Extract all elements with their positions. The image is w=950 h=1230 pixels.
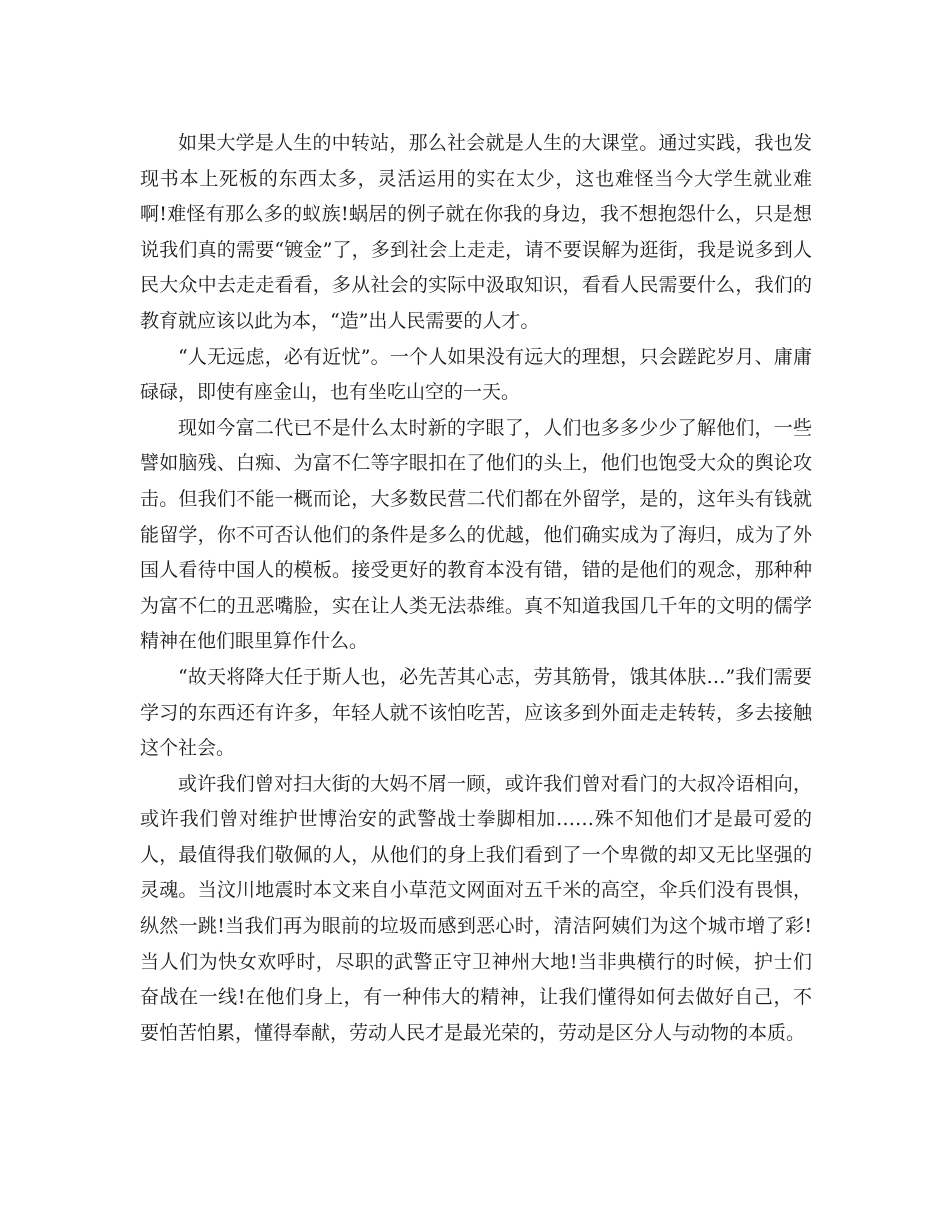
paragraph: “人无远虑，必有近忧”。一个人如果没有远大的理想，只会蹉跎岁月、庸庸碌碌，即使有座金山，也有坐吃山空的一天。 <box>140 345 812 404</box>
paragraph: 现如今富二代已不是什么太时新的字眼了，人们也多多少少了解他们，一些譬如脑残、白痴、为富不仁等字眼扣在了他们的头上，他们也饱受大众的舆论攻击。但我们不能一概而论，大多数民营二代们都在外留学，是的，这年头有钱就能留学，你不可否认他们的条件是多么的优越，他们确实成为了海归，成为了外国人看待中国人的模板。接受更好的教育本没有错，错的是他们的观念，那种种为富不仁的丑恶嘴脸，实在让人类无法恭维。真不知道我国几千年的文明的儒学精神在他们眼里算作什么。 <box>140 416 812 653</box>
document-body <box>140 126 812 1051</box>
paragraph: 如果大学是人生的中转站，那么社会就是人生的大课堂。通过实践，我也发现书本上死板的东西太多，灵活运用的实在太少，这也难怪当今大学生就业难啊!难怪有那么多的蚁族!蜗居的例子就在你我的身边，我不想抱怨什么，只是想说我们真的需要“镀金”了，多到社会上走走，请不要误解为逛街，我是说多到人民大众中去走走看看，多从社会的实际中汲取知识，看看人民需要什么，我们的教育就应该以此为本，“造”出人民需要的人才。 <box>140 132 812 332</box>
paragraph: “故天将降大任于斯人也，必先苦其心志，劳其筋骨，饿其体肤…”我们需要学习的东西还有许多，年轻人就不该怕吃苦，应该多到外面走走转转，多去接触这个社会。 <box>140 665 812 760</box>
paragraph: 或许我们曾对扫大街的大妈不屑一顾，或许我们曾对看门的大叔冷语相向，或许我们曾对维护世博治安的武警战士拳脚相加……殊不知他们才是最可爱的人，最值得我们敬佩的人，从他们的身上我们看到了一个卑微的却又无比坚强的灵魂。当汶川地震时本文来自小草范文网面对五千米的高空，伞兵们没有畏惧，纵然一跳!当我们再为眼前的垃圾而感到恶心时，清洁阿姨们为这个城市增了彩!当人们为快女欢呼时，尽职的武警正守卫神州大地!当非典横行的时候，护士们奋战在一线!在他们身上，有一种伟大的精神，让我们懂得如何去做好自己，不要怕苦怕累，懂得奉献，劳动人民才是最光荣的，劳动是区分人与动物的本质。 <box>140 772 812 1044</box>
